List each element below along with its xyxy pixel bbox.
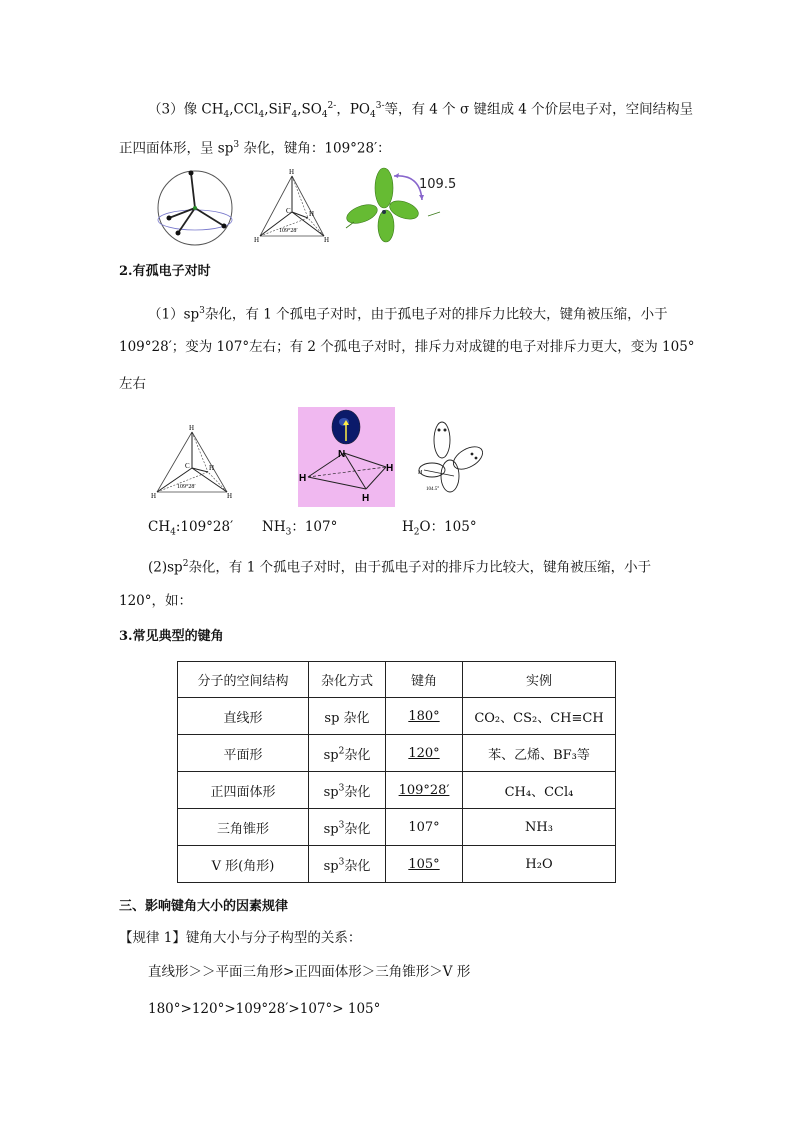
table-row (178, 772, 616, 809)
table-cell: sp 杂化 (309, 698, 386, 735)
table-row (178, 735, 616, 772)
table-header: 键角 (386, 662, 463, 698)
svg-text:H: H (254, 236, 260, 244)
table-cell: V 形(角形) (178, 846, 309, 883)
n-label: N (338, 449, 346, 460)
svg-text:H: H (151, 492, 157, 500)
para-3-line2: 正四面体形，呈 $sp^3$ 杂化，键角：109°28′： (119, 140, 391, 157)
section-2-heading: 2.有孤电子对时 (119, 264, 211, 279)
svg-text:H: H (209, 464, 215, 472)
table-header-row (178, 662, 616, 698)
svg-text:H: H (227, 492, 233, 500)
sp2-paragraph-line2: 120°，如： (119, 593, 193, 609)
table-cell: 平面形 (178, 735, 309, 772)
angle-label: 109°28′ (279, 228, 298, 234)
table-cell: 三角锥形 (178, 809, 309, 846)
c-label: C (286, 207, 291, 215)
table-cell: H₂O (463, 846, 616, 883)
section-2-p1-line2: 109°28′；变为 107°左右；有 2 个孤电子对时，排斥力对成键的电子对排斥力更大，变为 105° (119, 339, 695, 355)
table-cell: 正四面体形 (178, 772, 309, 809)
para-3-line1: （3）像 $CH_4,CCl_4,SiF_4,SO_4^{2-}$，$PO_4^{3-}$等，有 4 个 σ 键组成 4 个价层电子对，空间结构呈 (148, 101, 694, 121)
svg-text:H: H (418, 470, 423, 476)
angle-order-line: 180°>120°>109°28′>107°> 105° (148, 1001, 381, 1017)
caption-nh3: $NH_3$：107° (262, 519, 338, 538)
table-cell: 直线形 (178, 698, 309, 735)
svg-text:H: H (362, 493, 370, 504)
svg-text:H: H (309, 210, 315, 218)
rule-1: 【规律 1】键角大小与分子构型的关系： (119, 930, 362, 946)
table-header: 分子的空间结构 (178, 662, 309, 698)
h2o-orbital-figure (410, 418, 490, 498)
table-cell: CH₄、CCl₄ (463, 772, 616, 809)
table-cell: 107° (386, 809, 463, 846)
nh3-pyramid-figure (298, 407, 395, 507)
h2o-angle-label: 104.5° (426, 487, 440, 492)
orbital-angle-label: 109.5 (419, 177, 457, 192)
sp2-paragraph-line1: $(2)sp^2$杂化，有 1 个孤电子对时，由于孤电子对的排斥力比较大，键角被压缩，小于 (148, 559, 652, 576)
ch4-tetrahedron-figure-2 (148, 420, 238, 500)
svg-text:H: H (299, 473, 307, 484)
table-cell: 180° (386, 698, 463, 735)
h-label: H (289, 168, 295, 176)
shape-order-line: 直线形＞＞平面三角形>正四面体形＞三角锥形＞V 形 (148, 964, 471, 980)
table-cell: 105° (386, 846, 463, 883)
table-cell: 109°28′ (386, 772, 463, 809)
angle-label: 109°28′ (177, 484, 196, 490)
table-cell: $sp^3$杂化 (309, 772, 386, 809)
table-header: 实例 (463, 662, 616, 698)
svg-text:H: H (324, 236, 330, 244)
table-cell: 120° (386, 735, 463, 772)
svg-text:H: H (386, 463, 394, 474)
table-header: 杂化方式 (309, 662, 386, 698)
table-cell: $sp^3$杂化 (309, 809, 386, 846)
sphere-tetrahedron-figure (150, 168, 240, 248)
table-row (178, 698, 616, 735)
caption-ch4: $CH_4:109^\circ 28'$ (148, 519, 234, 538)
table-cell: 苯、乙烯、BF₃等 (463, 735, 616, 772)
ch4-tetrahedron-figure (252, 166, 332, 246)
section-3-heading: 3.常见典型的键角 (119, 629, 224, 644)
table-cell: NH₃ (463, 809, 616, 846)
table-row (178, 809, 616, 846)
section-2-p1-line1: $(1)sp^3$杂化，有 1 个孤电子对时，由于孤电子对的排斥力比较大，键角被压缩，小于 (148, 306, 668, 323)
section-three-heading: 三、影响键角大小的因素规律 (119, 899, 289, 914)
table-row (178, 846, 616, 883)
table-cell: CO₂、CS₂、CH≡CH (463, 698, 616, 735)
svg-text:C: C (185, 462, 190, 470)
svg-text:H: H (189, 424, 195, 432)
sp3-orbital-figure (342, 166, 462, 248)
caption-h2o: $H_2O$：105° (402, 519, 477, 538)
table-cell: $sp^3$杂化 (309, 846, 386, 883)
bond-angle-table (177, 661, 616, 883)
section-2-p1-line3: 左右 (119, 376, 146, 392)
table-cell: $sp^2$杂化 (309, 735, 386, 772)
